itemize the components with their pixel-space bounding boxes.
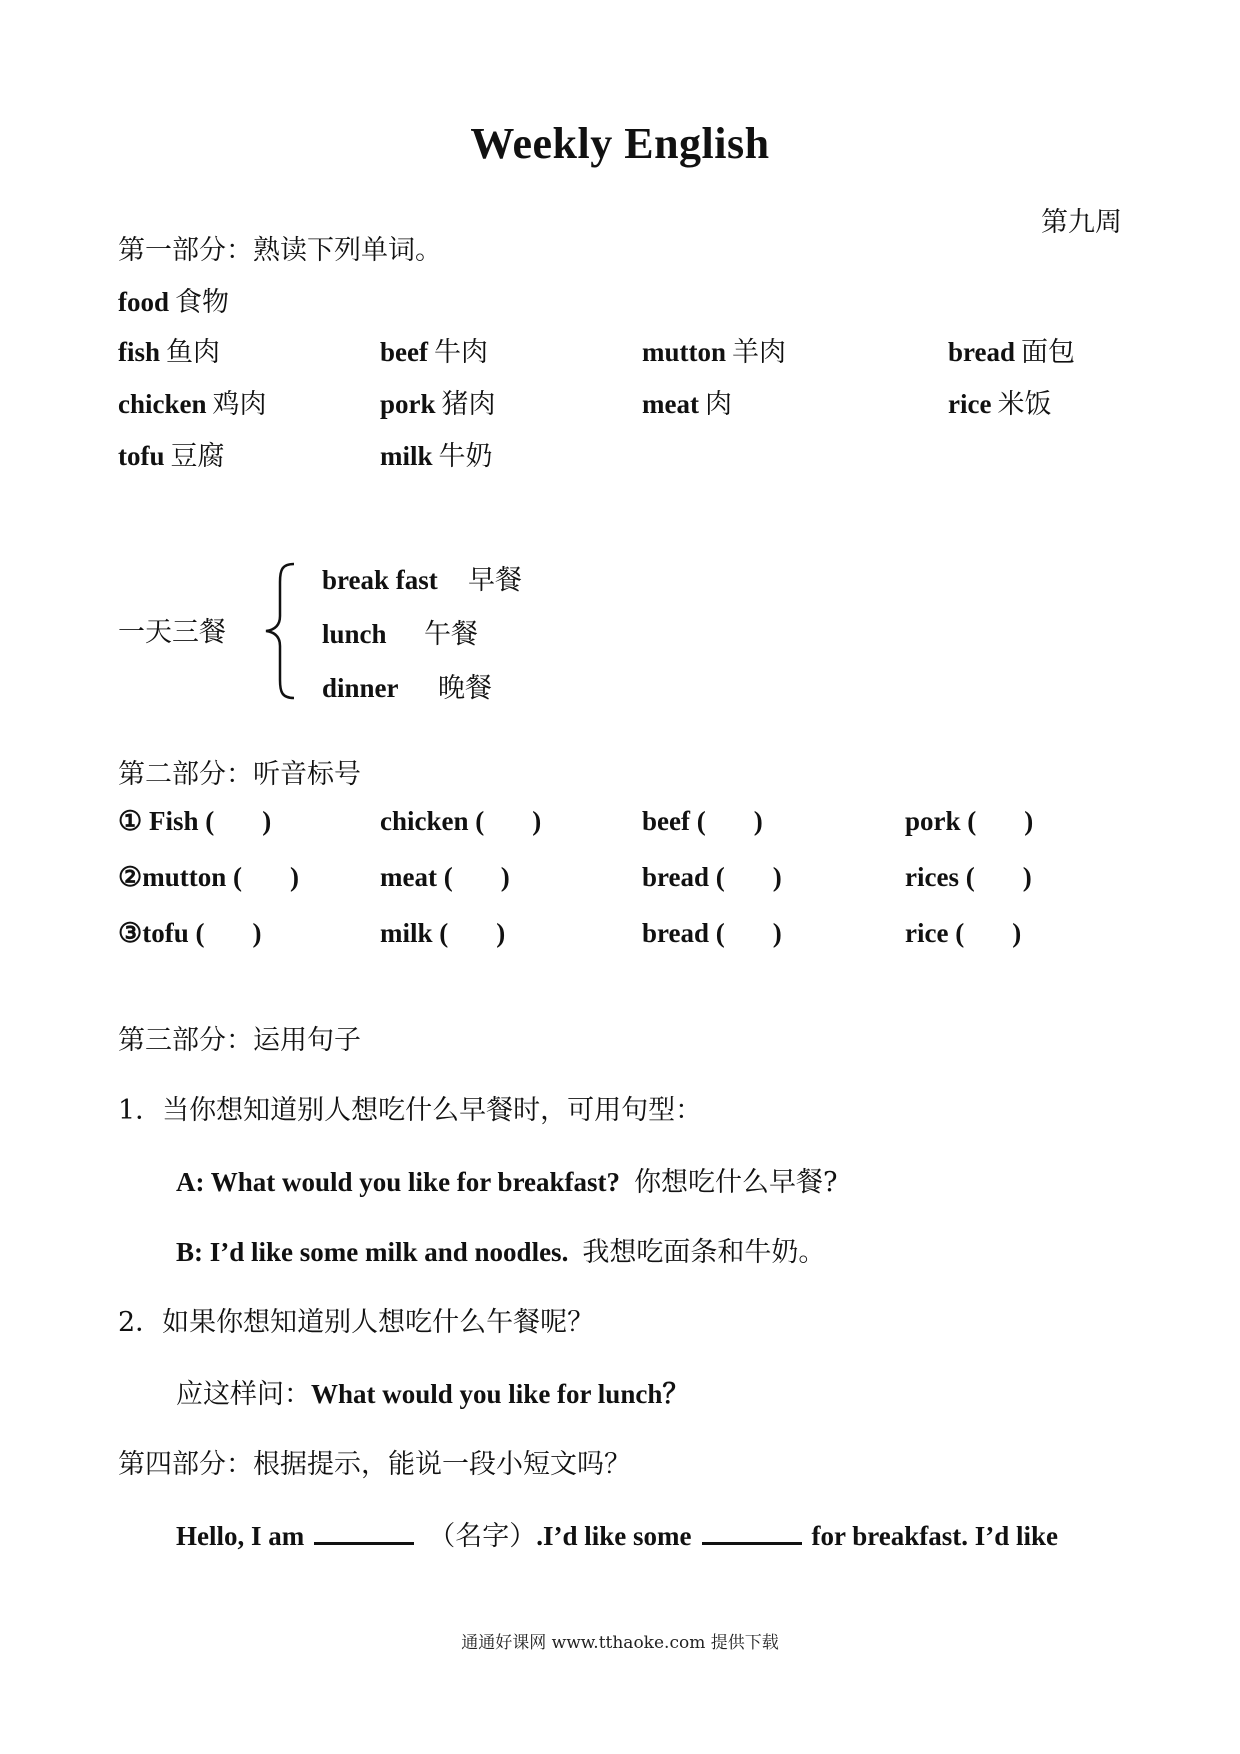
word-row-3 <box>0 434 1240 474</box>
short-text-line <box>176 1514 1058 1553</box>
word-zh: 面包 <box>1021 337 1076 368</box>
word-zh: 羊肉 <box>732 337 787 368</box>
sentence-en: for breakfast. I’d like <box>811 1521 1059 1551</box>
word-en: beef <box>380 337 428 367</box>
sentence-zh: （名字） <box>428 1521 537 1552</box>
listen-word: pork ( <box>905 806 977 836</box>
close-paren: ) <box>496 918 506 948</box>
listen-item <box>905 862 1032 893</box>
listen-item <box>642 862 782 893</box>
word-en: tofu <box>118 441 165 471</box>
word-zh: 豆腐 <box>170 441 225 472</box>
meals-label: 一天三餐 <box>118 617 226 648</box>
listen-word: rice ( <box>905 918 965 948</box>
meal-en: break fast <box>322 565 438 595</box>
word-zh: 牛肉 <box>433 337 488 368</box>
listen-item <box>118 862 299 893</box>
close-paren: ) <box>500 862 510 892</box>
meal-en: lunch <box>322 619 387 649</box>
word-zh: 米饭 <box>997 389 1052 420</box>
listen-word: beef ( <box>642 806 706 836</box>
word-zh: 肉 <box>704 389 732 420</box>
listen-word: milk ( <box>380 918 449 948</box>
sentence-zh: 应这样问： <box>176 1379 311 1410</box>
listen-word: ① Fish ( <box>118 806 215 836</box>
listen-item <box>380 918 505 949</box>
listen-word: meat ( <box>380 862 453 892</box>
word-en: milk <box>380 441 433 471</box>
dialog-a1 <box>176 1160 838 1199</box>
listen-word: ②mutton ( <box>118 862 242 892</box>
question-2: 2．如果你想知道别人想吃什么午餐呢？ <box>118 1307 595 1338</box>
curly-brace <box>262 560 302 702</box>
word-zh: 鱼肉 <box>166 337 221 368</box>
word-item <box>118 434 225 473</box>
word-zh: 食物 <box>175 287 230 318</box>
question-1: 1．当你想知道别人想吃什么早餐时，可用句型： <box>118 1095 703 1126</box>
listen-item <box>118 806 271 837</box>
sentence-en: A: What would you like for breakfast? <box>176 1167 621 1197</box>
word-item <box>118 280 229 319</box>
word-row-2 <box>0 382 1240 422</box>
word-row-food <box>0 280 1240 320</box>
close-paren: ) <box>252 918 262 948</box>
breakfast-blank[interactable] <box>702 1516 802 1545</box>
word-item <box>118 330 220 369</box>
part3-heading: 第三部分：运用句子 <box>118 1025 361 1056</box>
close-paren: ) <box>262 806 272 836</box>
sentence-en: B: I’d like some milk and noodles. <box>176 1237 569 1267</box>
close-paren: ) <box>772 918 782 948</box>
meal-zh: 午餐 <box>424 619 478 650</box>
listen-word: ③tofu ( <box>118 918 205 948</box>
meal-lunch <box>322 612 478 651</box>
name-blank[interactable] <box>314 1516 414 1545</box>
word-en: rice <box>948 389 992 419</box>
word-zh: 牛奶 <box>438 441 493 472</box>
listen-word: bread ( <box>642 862 725 892</box>
meal-zh: 早餐 <box>468 565 522 596</box>
word-item <box>948 330 1075 369</box>
close-paren: ) <box>532 806 542 836</box>
word-en: pork <box>380 389 436 419</box>
meal-zh: 晚餐 <box>438 673 492 704</box>
word-item <box>380 434 493 473</box>
meal-en: dinner <box>322 673 399 703</box>
close-paren: ) <box>289 862 299 892</box>
listen-item <box>380 862 510 893</box>
word-item <box>380 382 496 421</box>
close-paren: ) <box>753 806 763 836</box>
word-item <box>642 382 732 421</box>
listen-item <box>905 918 1021 949</box>
dialog-b1 <box>176 1230 825 1269</box>
listen-item <box>380 806 541 837</box>
listen-row-1 <box>0 806 1240 846</box>
close-paren: ) <box>1024 806 1034 836</box>
word-item <box>948 382 1051 421</box>
word-item <box>642 330 786 369</box>
listen-word: chicken ( <box>380 806 485 836</box>
page-title: Weekly English <box>470 119 770 168</box>
sentence-zh: 你想吃什么早餐? <box>634 1167 838 1198</box>
listen-row-3 <box>0 918 1240 958</box>
sentence-en: Hello, I am <box>176 1521 305 1551</box>
sentence-zh: 我想吃面条和牛奶。 <box>582 1237 826 1268</box>
week-label: 第九周 <box>1041 207 1122 238</box>
close-paren: ) <box>772 862 782 892</box>
footer-credit: 通通好课网 www.tthaoke.com 提供下载 <box>461 1633 779 1653</box>
word-en: fish <box>118 337 161 367</box>
listen-item <box>905 806 1033 837</box>
part4-heading: 第四部分：根据提示，能说一段小短文吗？ <box>118 1449 631 1480</box>
word-en: bread <box>948 337 1016 367</box>
word-en: chicken <box>118 389 207 419</box>
part1-heading: 第一部分：熟读下列单词。 <box>118 235 442 266</box>
listen-item <box>118 918 261 949</box>
word-en: food <box>118 287 170 317</box>
listen-row-2 <box>0 862 1240 902</box>
word-en: meat <box>642 389 699 419</box>
word-item <box>118 382 267 421</box>
listen-word: bread ( <box>642 918 725 948</box>
close-paren: ) <box>1022 862 1032 892</box>
close-paren: ) <box>1012 918 1022 948</box>
sentence-en: .I’d like some <box>536 1521 692 1551</box>
word-row-1 <box>0 330 1240 370</box>
listen-item <box>642 806 763 837</box>
word-zh: 猪肉 <box>441 389 496 420</box>
meal-dinner <box>322 666 492 705</box>
word-zh: 鸡肉 <box>212 389 267 420</box>
listen-word: rices ( <box>905 862 975 892</box>
dialog-a2 <box>176 1372 689 1411</box>
meal-breakfast <box>322 558 522 597</box>
sentence-en: What would you like for lunch？ <box>311 1379 690 1409</box>
listen-item <box>642 918 782 949</box>
word-item <box>380 330 488 369</box>
word-en: mutton <box>642 337 727 367</box>
part2-heading: 第二部分：听音标号 <box>118 759 361 790</box>
